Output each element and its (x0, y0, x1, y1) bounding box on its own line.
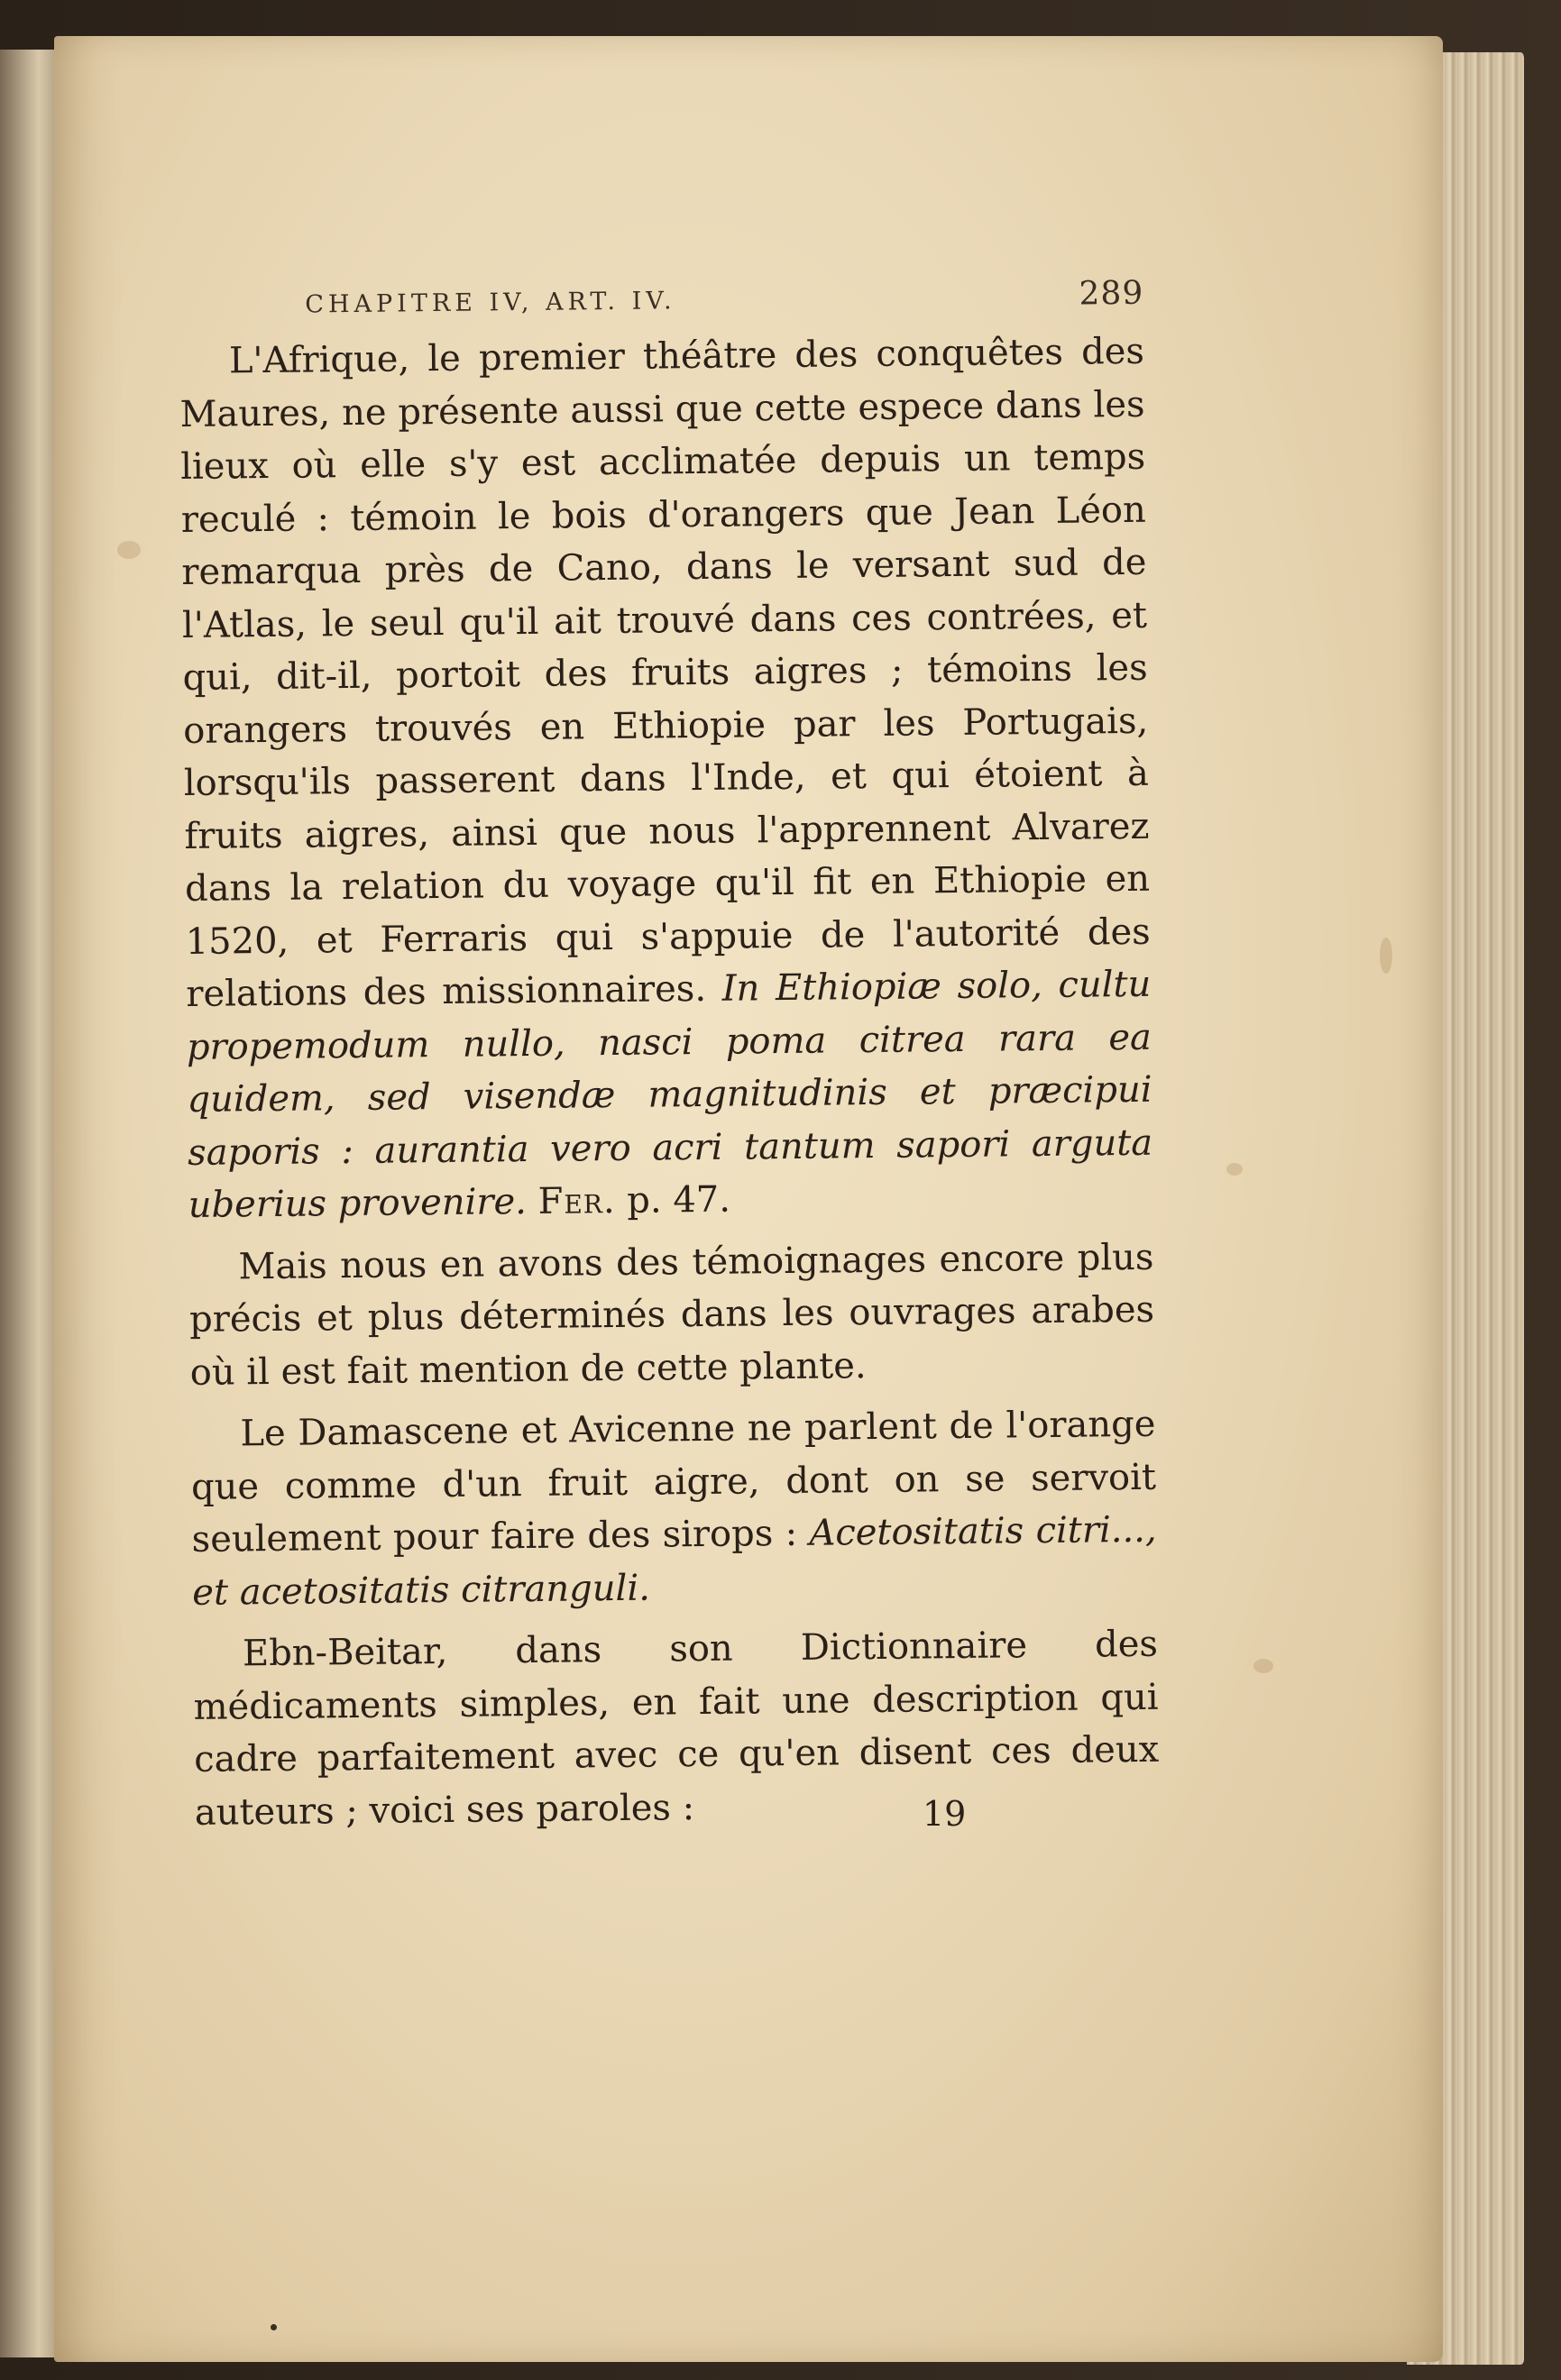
paragraph-text: L'Afrique, le premier théâtre des conquêtes des Maures, ne présente aussi que cette espece dans les lieux où elle s'y est acclimatée depuis un temps reculé : témoin le bois d'orangers que Jean Léon remarqua près de Cano, dans le versant sud de l'Atlas, le seul qu'il ait trouvé dans ces contrées, et qui, dit-il, portoit des fruits aigres ; témoins les orangers trouvés en Ethiopie par les Portugais, lorsqu'ils passerent dans l'Inde, et qui étoient à fruits aigres, ainsi que nous l'apprennent Alvarez dans la relation du voyage qu'il fit en Ethiopie en 1520, et Ferraris qui s'appuie de l'autorité des relations des missionnaires. (179, 330, 1151, 1015)
ink-dot (271, 2324, 277, 2330)
paragraph-text: Ebn-Beitar, dans son Dictionnaire des médicaments simples, en fait une description qui cadre parfaitement avec ce qu'en disent ces deux auteurs ; voici ses paroles : (193, 1623, 1160, 1834)
body-paragraphs (179, 325, 1160, 1839)
latin-quote: Acetositatis citri..., et acetositatis citranguli. (192, 1508, 1157, 1614)
paragraph (188, 1231, 1155, 1399)
paragraph-text: Le Damascene et Avicenne ne parlent de l'orange que comme d'un fruit aigre, dont on se servoit seulement pour faire des sirops : (190, 1403, 1157, 1561)
running-head (179, 268, 1144, 330)
foxing-stain (1380, 938, 1392, 974)
foxing-stain (117, 541, 141, 559)
paragraph (179, 325, 1153, 1232)
page-number: 289 (1079, 274, 1144, 313)
paragraph-text: Mais nous en avons des témoignages encore plus précis et plus déterminés dans les ouvrages arabes où il est fait mention de cette plante. (188, 1236, 1155, 1394)
foxing-stain (1226, 1163, 1243, 1176)
latin-quote: In Ethiopiæ solo, cultu propemodum nullo, nasci poma citrea rara ea quidem, sed visendæ magnitudinis et præcipui saporis : aurantia vero acri tantum sapori arguta uberius provenire. (186, 963, 1153, 1226)
page-text (179, 268, 1160, 1839)
citation-abbrev: Fer. (537, 1179, 616, 1222)
paragraph (190, 1398, 1157, 1619)
foxing-stain (1253, 1659, 1273, 1673)
chapter-heading: CHAPITRE IV, ART. IV. (305, 287, 676, 319)
paragraph-text (527, 1181, 538, 1222)
paragraph-text: p. 47. (615, 1178, 731, 1222)
paragraph (193, 1618, 1160, 1839)
signature-mark: 19 (923, 1794, 967, 1834)
